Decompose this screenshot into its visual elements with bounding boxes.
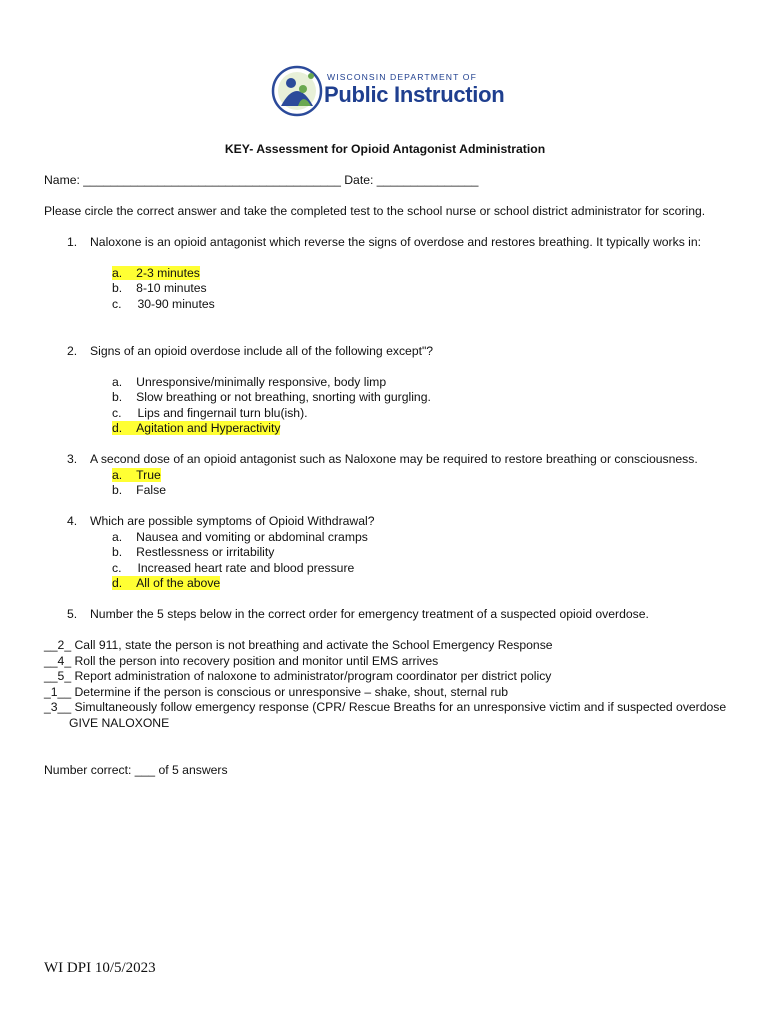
question-3-text: A second dose of an opioid antagonist such as Naloxone may be required to restore breathing or consciousness. (90, 452, 698, 466)
question-4-option-d (112, 576, 220, 590)
question-1-option-c (112, 297, 215, 311)
option-text: 8-10 minutes (136, 281, 207, 295)
footer-date: WI DPI 10/5/2023 (44, 960, 156, 976)
option-letter: a. (112, 266, 123, 280)
question-2-number: 2. (67, 344, 78, 358)
option-text: Agitation and Hyperactivity (136, 421, 281, 435)
question-1-option-a (112, 266, 200, 280)
step-line-continuation: GIVE NALOXONE (69, 716, 170, 730)
option-text: True (136, 468, 161, 482)
option-text: Nausea and vomiting or abdominal cramps (136, 530, 368, 544)
question-4-option-a (112, 530, 368, 544)
option-letter: a. (112, 375, 123, 389)
question-2-text: Signs of an opioid overdose include all of the following except"? (90, 344, 434, 358)
option-text: Unresponsive/minimally responsive, body limp (136, 375, 387, 389)
question-1-text: Naloxone is an opioid antagonist which reverse the signs of overdose and restores breathing. It typically works in: (90, 235, 702, 249)
step-line: __2_ Call 911, state the person is not breathing and activate the School Emergency Response (44, 638, 553, 652)
step-line: _3__ Simultaneously follow emergency response (CPR/ Rescue Breaths for an unresponsive victim and if suspected overdose (44, 700, 727, 714)
option-letter: b. (112, 281, 123, 295)
instructions: Please circle the correct answer and take the completed test to the school nurse or school district administrator for scoring. (44, 204, 706, 218)
question-2-option-a (112, 375, 386, 389)
option-text: 30-90 minutes (137, 297, 215, 311)
page-title: KEY- Assessment for Opioid Antagonist Administration (224, 142, 546, 156)
option-letter: b. (112, 483, 123, 497)
question-4-option-c (112, 561, 354, 575)
dpi-logo (271, 62, 503, 120)
option-letter: c. (112, 297, 122, 311)
dpi-seal-icon (271, 62, 323, 120)
option-letter: d. (112, 421, 123, 435)
option-text: 2-3 minutes (136, 266, 200, 280)
score-line: Number correct: ___ of 5 answers (44, 763, 228, 777)
option-letter: c. (112, 406, 122, 420)
option-letter: d. (112, 576, 123, 590)
option-text: Slow breathing or not breathing, snorting with gurgling. (136, 390, 431, 404)
option-letter: a. (112, 468, 123, 482)
option-text: Lips and fingernail turn blu(ish). (137, 406, 308, 420)
question-5-text: Number the 5 steps below in the correct order for emergency treatment of a suspected opioid overdose. (90, 607, 649, 621)
question-5-number: 5. (67, 607, 78, 621)
logo-text-main: Public Instruction (324, 82, 505, 107)
question-4-number: 4. (67, 514, 78, 528)
question-3-number: 3. (67, 452, 78, 466)
step-line: __5_ Report administration of naloxone to administrator/program coordinator per district policy (44, 669, 552, 683)
question-2-option-b (112, 390, 431, 404)
question-4-option-b (112, 545, 274, 559)
logo-text-top: WISCONSIN DEPARTMENT OF (327, 72, 477, 82)
step-line: _1__ Determine if the person is conscious or unresponsive – shake, shout, sternal rub (44, 685, 509, 699)
option-letter: b. (112, 545, 123, 559)
question-3-option-b (112, 483, 166, 497)
option-letter: b. (112, 390, 123, 404)
option-letter: c. (112, 561, 122, 575)
question-2-option-d (112, 421, 280, 435)
question-1-option-b (112, 281, 207, 295)
option-text: Increased heart rate and blood pressure (137, 561, 355, 575)
step-line: __4_ Roll the person into recovery position and monitor until EMS arrives (44, 654, 439, 668)
question-3-option-a (112, 468, 161, 482)
name-date-line: Name: ______________________________________ Date: _______________ (44, 173, 479, 187)
question-2-option-c (112, 406, 308, 420)
option-text: False (136, 483, 166, 497)
question-4-text: Which are possible symptoms of Opioid Withdrawal? (90, 514, 375, 528)
option-text: Restlessness or irritability (136, 545, 275, 559)
question-1-number: 1. (67, 235, 78, 249)
option-letter: a. (112, 530, 123, 544)
option-text: All of the above (136, 576, 221, 590)
